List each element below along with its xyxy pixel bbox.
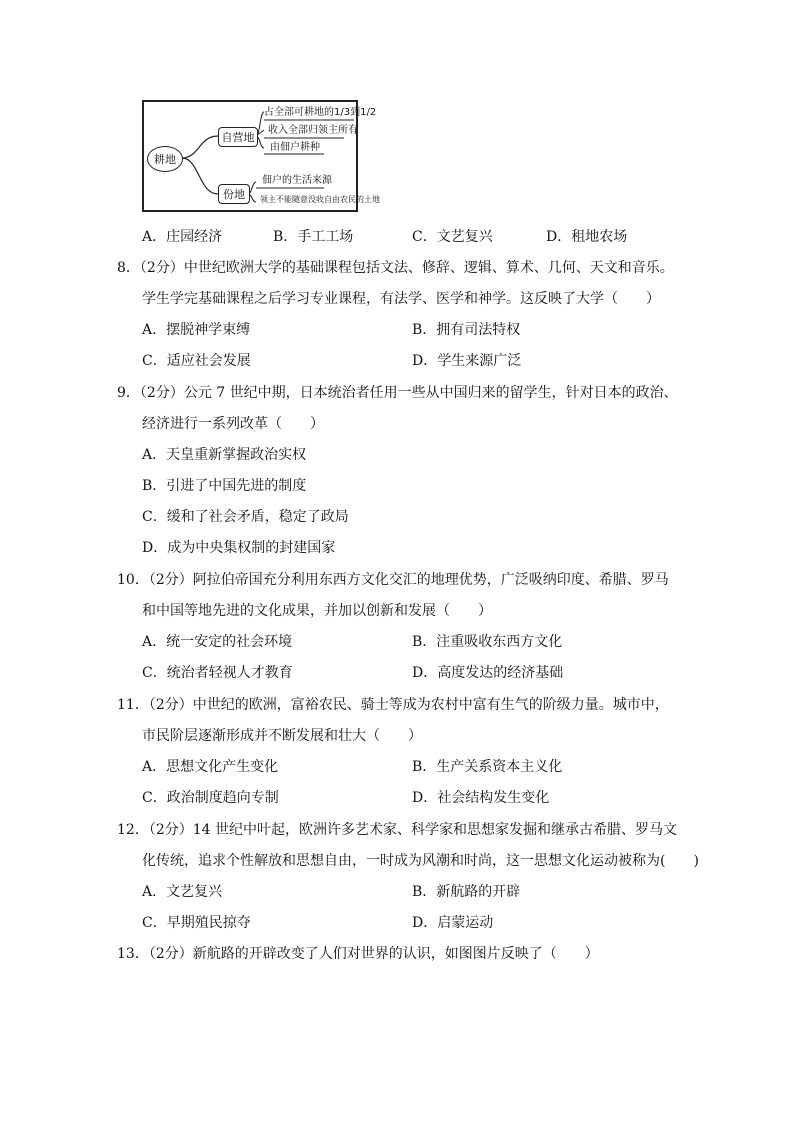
q9-option-a[interactable]: A．天皇重新掌握政治实权 (142, 447, 307, 463)
q8-option-b[interactable]: B．拥有司法特权 (412, 322, 521, 338)
q10-option-a[interactable]: A．统一安定的社会环境 (142, 634, 293, 650)
q9-stem-line-1: 9．（2分）公元 7 世纪中期，日本统治者任用一些从中国归来的留学生，针对日本的政治、 (117, 385, 678, 401)
q10-stem-line-1: 10．（2分）阿拉伯帝国充分利用东西方文化交汇的地理优势，广泛吸纳印度、希腊、罗马 (117, 572, 669, 588)
q12-option-a[interactable]: A．文艺复兴 (142, 884, 223, 900)
q7-option-d[interactable]: D．租地农场 (546, 229, 628, 245)
manor-land-diagram (142, 100, 380, 212)
q12-option-d[interactable]: D．启蒙运动 (412, 915, 494, 931)
q9-option-c[interactable]: C．缓和了社会矛盾，稳定了政局 (142, 509, 349, 525)
q7-option-c[interactable]: C．文艺复兴 (412, 229, 493, 245)
q7-option-b[interactable]: B．手工工场 (273, 229, 354, 245)
tenant-land-item-1: 佃户的生活来源 (262, 175, 332, 186)
q12-option-b[interactable]: B．新航路的开辟 (412, 884, 521, 900)
q13-stem-line-1: 13．（2分）新航路的开辟改变了人们对世界的认识，如图图片反映了（ ） (117, 946, 599, 962)
q11-option-b[interactable]: B．生产关系资本主义化 (412, 759, 563, 775)
root-node: 耕地 (147, 146, 183, 172)
q12-stem-line-1: 12．（2分）14 世纪中叶起，欧洲许多艺术家、科学家和思想家发掘和继承古希腊、罗马文 (117, 822, 677, 838)
q12-option-c[interactable]: C．早期殖民掠夺 (142, 915, 251, 931)
demesne-item-3: 由佃户耕种 (270, 142, 320, 153)
demesne-item-2: 收入全部归领主所有 (268, 125, 358, 136)
q9-option-b[interactable]: B．引进了中国先进的制度 (142, 478, 307, 494)
q10-option-b[interactable]: B．注重吸收东西方文化 (412, 634, 563, 650)
q11-stem-line-2: 市民阶层逐渐形成并不断发展和壮大（ ） (142, 728, 422, 744)
q11-option-c[interactable]: C．政治制度趋向专制 (142, 790, 279, 806)
q12-stem-line-2: 化传统，追求个性解放和思想自由，一时成为风潮和时尚，这一思想文化运动被称为( ) (142, 853, 699, 869)
q10-stem-line-2: 和中国等地先进的文化成果，并加以创新和发展（ ） (142, 603, 492, 619)
q9-option-d[interactable]: D．成为中央集权制的封建国家 (142, 540, 336, 556)
q8-stem-line-2: 学生学完基础课程之后学习专业课程，有法学、医学和神学。这反映了大学（ ） (142, 291, 660, 307)
q10-option-c[interactable]: C．统治者轻视人才教育 (142, 665, 293, 681)
q9-stem-line-2: 经济进行一系列改革（ ） (142, 416, 324, 432)
branch-demesne: 自营地 (218, 127, 258, 147)
q8-option-c[interactable]: C．适应社会发展 (142, 353, 251, 369)
q10-option-d[interactable]: D．高度发达的经济基础 (412, 665, 564, 681)
q8-option-d[interactable]: D．学生来源广泛 (412, 353, 522, 369)
branch-tenant-land: 份地 (218, 184, 250, 204)
q7-option-a[interactable]: A．庄园经济 (142, 229, 223, 245)
q8-stem-line-1: 8．（2分）中世纪欧洲大学的基础课程包括文法、修辞、逻辑、算术、几何、天文和音乐。 (117, 260, 674, 276)
q11-option-d[interactable]: D．社会结构发生变化 (412, 790, 550, 806)
tenant-land-item-2: 领主不能随意没收自由农民的土地 (260, 195, 380, 204)
demesne-item-1: 占全部可耕地的1/3到1/2 (264, 107, 377, 118)
q8-option-a[interactable]: A．摆脱神学束缚 (142, 322, 251, 338)
q11-option-a[interactable]: A．思想文化产生变化 (142, 759, 279, 775)
q11-stem-line-1: 11．（2分）中世纪的欧洲，富裕农民、骑士等成为农村中富有生气的阶级力量。城市中， (117, 697, 669, 713)
